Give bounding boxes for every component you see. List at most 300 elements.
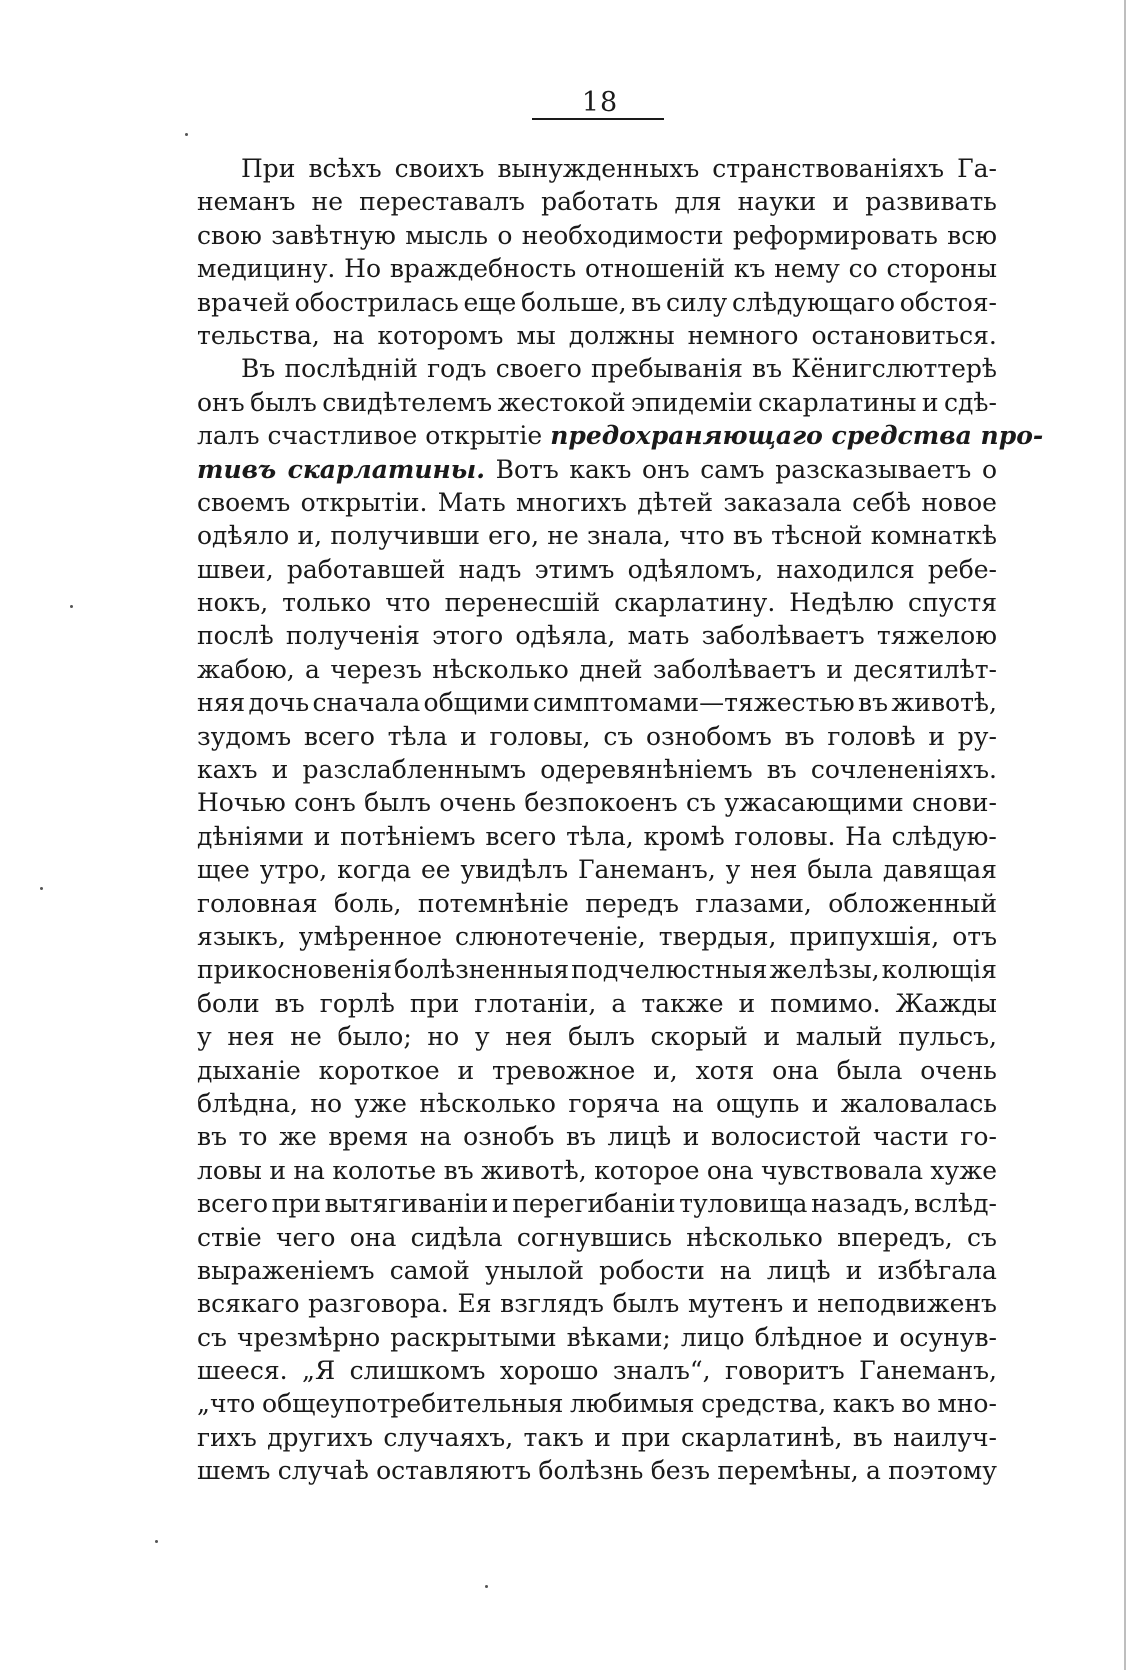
word: потемнѣніе — [417, 888, 569, 918]
word: общими — [423, 688, 530, 718]
text-line — [197, 920, 997, 953]
word: ознобъ — [463, 1122, 555, 1152]
scan-speck — [485, 1585, 488, 1588]
word: очень — [920, 1055, 997, 1085]
word: этимъ — [534, 554, 615, 584]
text-line — [197, 586, 997, 619]
word: открытіи. — [300, 487, 428, 517]
word: при — [409, 988, 460, 1018]
text-line — [197, 1421, 997, 1454]
text-line — [197, 1054, 997, 1087]
word: Жажды — [895, 988, 997, 1018]
word: слѣдую- — [891, 821, 997, 851]
word: черезъ — [330, 654, 422, 684]
word: нея — [750, 855, 798, 885]
word: а — [611, 988, 627, 1018]
word: Въ — [241, 354, 276, 384]
word: стороны — [886, 254, 997, 284]
word: одѣяла, — [515, 621, 616, 651]
word: онъ — [197, 387, 245, 417]
word: умѣренное — [298, 921, 442, 951]
word: всего — [197, 1189, 269, 1219]
word: пульсъ, — [898, 1022, 997, 1052]
word: всего — [485, 821, 557, 851]
word: болѣзненныя — [394, 955, 570, 985]
word: которомъ — [377, 320, 504, 350]
text-line — [197, 286, 997, 319]
word: общеупотребительныя — [262, 1389, 564, 1419]
word: и — [763, 1022, 781, 1052]
word: въ — [443, 1155, 474, 1185]
word: жаловалась — [840, 1088, 997, 1118]
word: няя — [197, 688, 246, 718]
word: подчелюстныя — [571, 955, 768, 985]
word: на — [672, 1088, 704, 1118]
word: зудомъ — [197, 721, 292, 751]
word: только — [282, 588, 372, 618]
word: При — [241, 154, 296, 183]
word: увидѣлъ — [460, 855, 569, 885]
word: не — [311, 187, 344, 217]
word: Га- — [957, 154, 997, 183]
text-line — [197, 519, 997, 552]
word: одѣяло — [197, 521, 290, 551]
word: дочь — [248, 688, 310, 718]
word: и — [271, 755, 289, 785]
word: съ — [197, 1322, 227, 1352]
word: переставалъ — [359, 187, 525, 217]
word: на — [419, 1122, 452, 1152]
word: сонъ — [294, 788, 356, 818]
word: Мать — [437, 487, 506, 517]
body-text — [197, 152, 1044, 1488]
word: давящая — [882, 855, 997, 885]
word: „Я — [302, 1356, 336, 1386]
word: свою — [197, 220, 262, 250]
word: наилуч- — [893, 1422, 997, 1452]
word: свидѣтелемъ — [322, 387, 493, 417]
word: глазами, — [695, 888, 812, 918]
text-line — [197, 1187, 997, 1220]
page-number: 18 — [581, 87, 619, 118]
scan-speck — [70, 605, 73, 608]
text-line — [197, 1087, 997, 1120]
word: и — [845, 1255, 863, 1285]
text-line — [197, 1287, 997, 1320]
word: для — [674, 187, 722, 217]
word: въ — [732, 521, 763, 551]
word: чего — [275, 1222, 336, 1252]
word: и, — [297, 521, 323, 551]
word: вытягиваніи — [324, 1189, 489, 1219]
word: дыханіе — [197, 1055, 301, 1085]
word: всю — [947, 220, 997, 250]
text-line — [197, 352, 997, 385]
word: блѣдное — [754, 1322, 863, 1352]
word: Кёнигслюттерѣ — [791, 354, 997, 384]
word: малый — [795, 1022, 883, 1052]
word: прикосновенія — [197, 955, 393, 985]
word: средства, — [701, 1389, 827, 1419]
word: на — [293, 1155, 325, 1185]
word: боль, — [333, 888, 402, 918]
word: помимо. — [770, 988, 881, 1018]
word: же — [278, 1122, 317, 1152]
word: тяжелою — [876, 621, 997, 651]
word: съ — [967, 1222, 997, 1252]
word: колотье — [332, 1155, 437, 1185]
word: и — [313, 821, 331, 851]
word: и — [491, 1189, 509, 1219]
word: скорый — [650, 1022, 748, 1052]
word: которое — [594, 1155, 700, 1185]
text-line — [197, 219, 997, 252]
word: была — [836, 1055, 903, 1085]
text-line-italic-a — [197, 419, 1044, 452]
word: „что — [197, 1389, 256, 1419]
word: перемѣны, — [717, 1456, 859, 1486]
text-line — [197, 1254, 997, 1287]
scan-speck — [155, 1540, 158, 1543]
word: при — [621, 1422, 671, 1452]
word: былъ — [612, 1289, 680, 1319]
word: случаяхъ, — [383, 1422, 514, 1452]
word: во — [901, 1389, 931, 1419]
word: ру- — [957, 721, 997, 751]
word: мать — [627, 621, 690, 651]
word: со — [848, 254, 878, 284]
word: пребыванія — [591, 354, 743, 384]
word: и — [826, 654, 843, 684]
word: щее — [197, 855, 250, 885]
word: ощупь — [716, 1088, 800, 1118]
word: другихъ — [267, 1422, 374, 1452]
word: своего — [495, 354, 582, 384]
word: унылой — [485, 1255, 584, 1285]
word: мно- — [937, 1389, 997, 1419]
word: и, — [653, 1055, 678, 1085]
word: всего — [303, 721, 375, 751]
word: былъ — [364, 788, 431, 818]
word: желѣзы, — [769, 955, 880, 985]
word: поэтому — [888, 1456, 997, 1486]
word: такъ — [523, 1422, 584, 1452]
word: получивши — [330, 521, 480, 551]
text-line — [197, 1120, 997, 1153]
word: одѣяломъ, — [627, 554, 764, 584]
word: отношеній — [585, 254, 726, 284]
word: она — [772, 1055, 819, 1085]
italic-phrase: предохраняющаго средства про- — [550, 421, 1044, 451]
word: время — [328, 1122, 409, 1152]
word: Ганеманъ, — [859, 1356, 997, 1386]
word: а — [865, 1456, 881, 1486]
word: лицѣ — [766, 1255, 831, 1285]
word: и — [811, 1088, 829, 1118]
word: многихъ — [516, 487, 627, 517]
word: безпокоенъ — [524, 788, 678, 818]
text-line — [197, 653, 997, 686]
word: Недѣлю — [789, 588, 895, 618]
word: реформировать — [732, 220, 938, 250]
word: немного — [687, 320, 799, 350]
word: ужасающими — [724, 788, 904, 818]
text-line — [197, 152, 997, 185]
word: нѣсколько — [432, 654, 569, 684]
word: разслабленнымъ — [302, 755, 527, 785]
word: глотаніи, — [474, 988, 597, 1018]
word: а — [305, 654, 320, 684]
text-line — [197, 820, 997, 853]
word: дѣтей — [637, 487, 714, 517]
word: выраженіемъ — [197, 1255, 375, 1285]
word: послѣдній — [284, 354, 418, 384]
word: жестокой — [497, 387, 626, 417]
word: надъ — [458, 554, 522, 584]
word: животѣ, — [891, 688, 997, 718]
word: нея — [505, 1022, 553, 1052]
word: сочлененіяхъ. — [810, 755, 997, 785]
word: всѣхъ — [308, 154, 382, 183]
text-line — [197, 953, 997, 986]
word: въ — [274, 988, 305, 1018]
word: и — [457, 1055, 475, 1085]
word: не — [547, 521, 579, 551]
word: дѣніями — [197, 821, 305, 851]
scan-speck — [40, 887, 43, 890]
word: твердыя, — [658, 921, 777, 951]
word: лицо — [680, 1322, 745, 1352]
word: медицину. — [197, 254, 336, 284]
word: слишкомъ — [349, 1356, 486, 1386]
word: не — [290, 1022, 322, 1052]
word: и — [832, 187, 850, 217]
word: слюнотеченіе, — [455, 921, 646, 951]
word: комнаткѣ — [870, 521, 997, 551]
word: то — [238, 1122, 268, 1152]
word: спустя — [907, 588, 997, 618]
word: перенесшій — [444, 588, 601, 618]
word: заказала — [723, 487, 842, 517]
word: и — [594, 1422, 611, 1452]
word: ловы — [197, 1155, 262, 1185]
word: гихъ — [197, 1422, 257, 1452]
word: и — [928, 721, 945, 751]
word: также — [641, 988, 724, 1018]
word: ребе- — [927, 554, 997, 584]
word: туловища — [679, 1189, 808, 1219]
text-line — [197, 720, 997, 753]
word: передъ — [585, 888, 679, 918]
word: жабою, — [197, 654, 295, 684]
word: развивать — [865, 187, 997, 217]
word: и — [872, 1322, 890, 1352]
text-line — [197, 1221, 997, 1254]
word: шееся. — [197, 1356, 288, 1386]
word: Ганеманъ, — [577, 855, 716, 885]
text-line — [197, 1354, 997, 1387]
word: и — [460, 721, 477, 751]
word: слѣдующаго — [731, 287, 896, 317]
word: шемъ — [197, 1456, 271, 1486]
word: при — [271, 1189, 321, 1219]
word: о — [497, 220, 513, 250]
text-line — [197, 987, 997, 1020]
word: неподвиженъ — [817, 1289, 997, 1319]
text-line — [197, 386, 997, 419]
word: себѣ — [852, 487, 911, 517]
word: у — [725, 855, 741, 885]
word: заболѣваетъ — [701, 621, 865, 651]
word: должны — [568, 320, 675, 350]
word: На — [845, 821, 882, 851]
word: вслѣд- — [914, 1189, 997, 1219]
word: хуже — [930, 1155, 997, 1185]
word: нея — [227, 1022, 275, 1052]
text-segment: Вотъ какъ онъ самъ разсказываетъ о — [484, 454, 997, 484]
word: что — [679, 521, 725, 551]
word: странствованіяхъ — [712, 154, 945, 183]
text-line — [197, 619, 997, 652]
word: болѣзнь — [538, 1456, 644, 1486]
word: симптомами—тяжестью — [532, 688, 855, 718]
word: когда — [337, 855, 412, 885]
word: она — [349, 1222, 397, 1252]
word: обложенный — [828, 888, 997, 918]
word: обстоя- — [899, 287, 997, 317]
word: была — [807, 855, 873, 885]
word: скарлатинѣ, — [680, 1422, 843, 1452]
word: Ея — [457, 1289, 492, 1319]
word: на — [332, 320, 365, 350]
word: въ — [852, 1422, 883, 1452]
word: въ — [752, 354, 783, 384]
word: и — [791, 1289, 809, 1319]
word: лицѣ — [607, 1122, 672, 1152]
word: осунув- — [899, 1322, 997, 1352]
word: языкъ, — [197, 921, 286, 951]
word: хорошо — [499, 1356, 599, 1386]
word: зналъ“, — [612, 1356, 711, 1386]
word: нѣсколько — [419, 1088, 556, 1118]
word: робости — [599, 1255, 705, 1285]
word: хотя — [695, 1055, 755, 1085]
word: одеревянѣніемъ — [540, 755, 753, 785]
word: тѣла — [387, 721, 448, 751]
text-line — [197, 319, 997, 352]
text-line — [197, 686, 997, 719]
word: въ — [766, 755, 797, 785]
word: знала, — [587, 521, 671, 551]
word: его, — [488, 521, 540, 551]
word: въ — [631, 287, 662, 317]
word: работавшей — [286, 554, 446, 584]
word: что — [385, 588, 431, 618]
word: въ — [858, 688, 888, 718]
word: горлѣ — [319, 988, 395, 1018]
text-line — [197, 486, 997, 519]
word: ствіе — [197, 1222, 262, 1252]
word: горяча — [568, 1088, 660, 1118]
word: скарлатины — [758, 387, 917, 417]
word: перегибаніи — [512, 1189, 676, 1219]
word: въ — [197, 1122, 227, 1152]
word: сначала — [312, 688, 421, 718]
word: и — [682, 1122, 700, 1152]
word: и — [921, 387, 939, 417]
word: блѣдна, — [197, 1088, 298, 1118]
header-rule — [532, 118, 664, 120]
text-line — [197, 1020, 997, 1053]
word: раскрытыми — [390, 1322, 557, 1352]
word: кахъ — [197, 755, 258, 785]
word: всякаго — [197, 1289, 300, 1319]
word: разговора. — [308, 1289, 449, 1319]
word: чрезмѣрно — [236, 1322, 381, 1352]
word: этого — [432, 621, 504, 651]
word: десятилѣт- — [853, 654, 997, 684]
word: своемъ — [197, 487, 291, 517]
text-segment: лалъ счастливое открытіе — [197, 421, 551, 451]
text-line — [197, 887, 997, 920]
word: заболѣваетъ — [652, 654, 817, 684]
text-line — [197, 252, 997, 285]
word: взглядъ — [500, 1289, 604, 1319]
word: завѣтную — [271, 220, 396, 250]
word: враждебность — [389, 254, 577, 284]
word: врачей — [197, 287, 290, 317]
word: но — [310, 1088, 343, 1118]
word: къ — [733, 254, 766, 284]
text-line — [197, 1454, 997, 1487]
word: силу — [665, 287, 728, 317]
word: съ — [686, 788, 716, 818]
word: она — [706, 1155, 754, 1185]
word: тѣла, — [566, 821, 634, 851]
word: безъ — [650, 1456, 711, 1486]
word: у — [474, 1022, 490, 1052]
text-line — [197, 185, 997, 218]
word: полученія — [285, 621, 420, 651]
word: швеи, — [197, 554, 274, 584]
text-line — [197, 786, 997, 819]
word: послѣ — [197, 621, 274, 651]
word: избѣгала — [877, 1255, 997, 1285]
word: головы. — [734, 821, 836, 851]
word: мы — [516, 320, 556, 350]
word: мысль — [405, 220, 489, 250]
word: ее — [421, 855, 451, 885]
scan-edge-line — [1124, 0, 1126, 1670]
word: ознобомъ — [645, 721, 772, 751]
text-line — [197, 1154, 997, 1187]
word: вѣками; — [566, 1322, 671, 1352]
word: случаѣ — [277, 1456, 369, 1486]
word: нему — [774, 254, 840, 284]
word: какъ — [832, 1389, 895, 1419]
word: остановиться. — [811, 320, 997, 350]
word: сидѣла — [410, 1222, 503, 1252]
word: короткое — [318, 1055, 440, 1085]
word: науки — [737, 187, 817, 217]
word: согнувшись — [516, 1222, 672, 1252]
word: тѣсной — [771, 521, 863, 551]
text-line-italic-b — [197, 453, 997, 486]
word: мутенъ — [687, 1289, 784, 1319]
word: отъ — [952, 921, 997, 951]
scan-speck — [185, 133, 188, 136]
word: у — [197, 1022, 212, 1052]
